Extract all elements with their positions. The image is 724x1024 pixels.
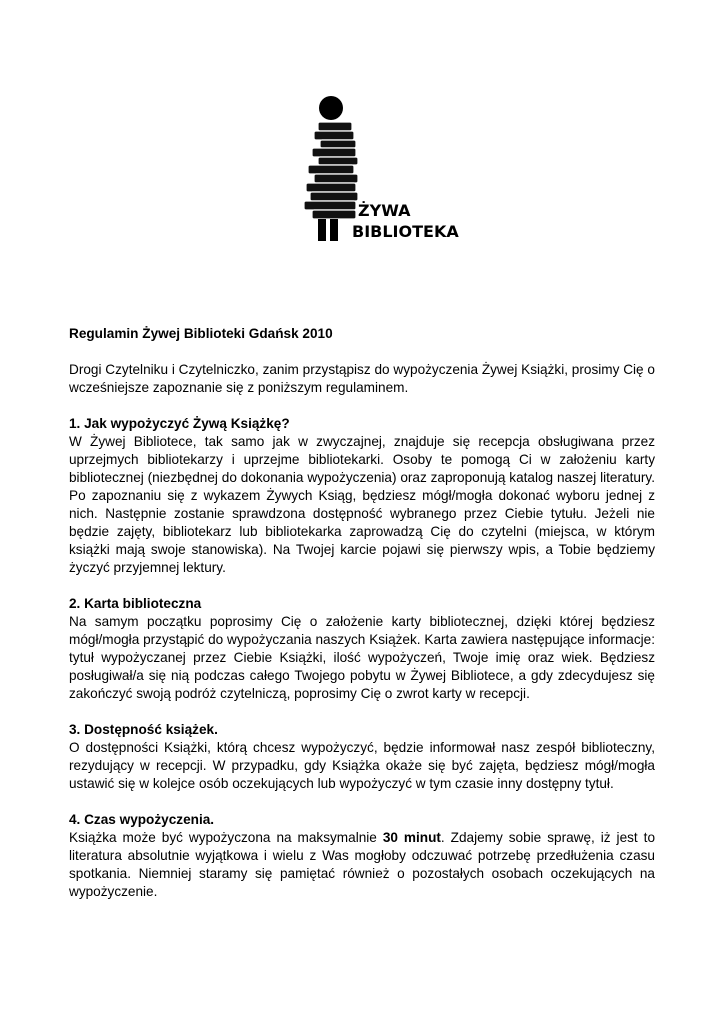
section-loan-time [69,811,655,901]
section-heading: 3. Dostępność książek. [69,722,218,737]
section-body: Na samym początku poprosimy Cię o założenie karty bibliotecznej, dzięki której będziesz mógł/mogła przystąpić do wypożyczania naszych Książek. Karta zawiera następujące informacje: tytuł wypożyczanej przez Ciebie Książki, ilość wypożyczeń, Twoje imię oraz wiek. Będziesz posługiwał/a się nią podczas całego Twojego pobytu w Żywej Bibliotece, a gdy zdecydujesz się zakończyć swoją podróż czytelniczą, poprosimy Cię o zwrot karty w recepcji. [69,614,655,701]
document-title: Regulamin Żywej Biblioteki Gdańsk 2010 [69,326,333,341]
section-body-text-after: . Zdajemy sobie sprawę, iż jest to literatura absolutnie wyjątkowa i wielu z Was mogłoby odczuwać potrzebę przedłużenia czasu spotkania. Niemniej staramy się pamiętać również o pozostałych osobach oczekujących na wypożyczenie. [69,830,656,899]
loan-duration-value: 30 minut [382,830,441,845]
book-stack-icon [304,122,358,219]
zywa-biblioteka-logo [298,92,459,252]
section-body: W Żywej Bibliotece, tak samo jak w zwyczajnej, znajduje się recepcja obsługiwana przez uprzejmych bibliotekarzy i uprzejme bibliotekarki. Osoby te pomogą Ci w założeniu karty bibliotecznej (niezbędnej do dokonania wypożyczenia) oraz zaproponują katalog naszej literatury. Po zapoznaniu się z wykazem Żywych Ksiąg, będziesz mógł/mogła dokonać wyboru jednej z nich. Następnie zostanie sprawdzona dostępność wybranego przez Ciebie tytułu. Jeżeli nie będzie zajęty, bibliotekarz lub bibliotekarka zaprowadzą Cię do czytelni (miejsca, w którym książki mają swoje stanowiska). Na Twojej karcie pojawi się pierwszy wpis, a Tobie będziemy życzyć przyjemnej lektury. [69,434,655,575]
section-body-text-before: Książka może być wypożyczona na maksymalnie [69,830,383,845]
logo-head-icon [319,96,343,120]
section-book-availability [69,721,655,793]
section-heading: 1. Jak wypożyczyć Żywą Książkę? [69,416,290,431]
logo-leg-right-icon [330,219,338,241]
section-body [69,829,655,901]
section-heading: 2. Karta biblioteczna [69,596,202,611]
logo-text-line2: BIBLIOTEKA [352,222,459,241]
section-heading: 4. Czas wypożyczenia. [69,812,215,827]
section-library-card [69,595,655,703]
logo-graphic [298,92,459,252]
section-body: O dostępności Książki, którą chcesz wypożyczyć, będzie informował nasz zespół biblioteczny, rezydujący w recepcji. W przypadku, gdy Książka okaże się być zajęta, będziesz mógł/mogła ustawić się w kolejce osób oczekujących lub wypożyczyć w tym czasie inny dostępny tytuł. [69,740,655,791]
section-how-to-borrow [69,415,655,577]
logo-text-line1: ŻYWA [358,201,411,220]
regulations-document [69,325,655,919]
logo-leg-left-icon [318,219,326,241]
intro-paragraph: Drogi Czytelniku i Czytelniczko, zanim przystąpisz do wypożyczenia Żywej Książki, prosimy Cię o wcześniejsze zapoznanie się z poniższym regulaminem. [69,362,655,395]
